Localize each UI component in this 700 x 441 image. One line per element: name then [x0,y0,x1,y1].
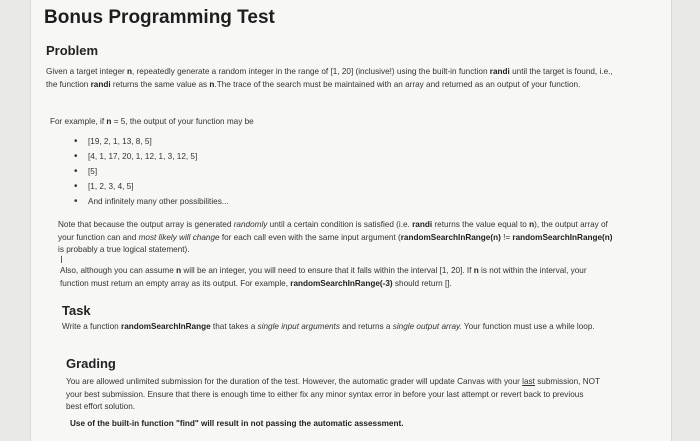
list-item: • [19, 2, 1, 13, 8, 5] [74,134,229,149]
example-intro: For example, if n = 5, the output of your function may be [50,117,254,126]
list-item: • [5] [74,164,229,179]
grading-heading: Grading [66,356,116,371]
find-warning: Use of the built-in function "find" will result in not passing the automatic assessment. [70,419,404,428]
task-heading: Task [62,303,91,318]
problem-heading: Problem [46,43,99,58]
grading-paragraph: You are allowed unlimited submission for the duration of the test. However, the automatic grader will update Canvas with your last submission, NOT your best submission. Ensure that there is enough time to either fix any minor syntax error in before your last attempt or revert back to previous best effort solution. [66,377,600,412]
problem-intro: Given a target integer n, repeatedly generate a random integer in the range of [1, 20] (inclusive!) using the built-in function randi until the target is found, i.e., the function randi returns the same value as n.The trace of the search must be maintained with an array and returned as an output of your function. [46,67,613,89]
list-item: • [1, 2, 3, 4, 5] [74,179,229,194]
interval-paragraph: Also, although you can assume n will be an integer, you will need to ensure that it falls within the interval [1, 20]. If n is not within the interval, your function must return an empty array as its output. For example, randomSearchInRange(-3) should return []. [60,266,587,288]
list-item: • [4, 1, 17, 20, 1, 12, 1, 3, 12, 5] [74,149,229,164]
list-item: • And infinitely many other possibilities... [74,194,229,209]
text-cursor-icon: I [60,255,63,266]
task-paragraph: Write a function randomSearchInRange that takes a single input arguments and returns a single output array. Your function must use a while loop. [62,322,595,331]
page-title: Bonus Programming Test [44,7,275,28]
note-paragraph: Note that because the output array is generated randomly until a certain condition is satisfied (i.e. randi returns the value equal to n), the output array of your function can and most likely will change for each call even with the same input argument (randomSearchInRange(n) != randomSearchInRange(n) is probably a true logical statement). [58,220,613,255]
example-list [74,134,229,209]
